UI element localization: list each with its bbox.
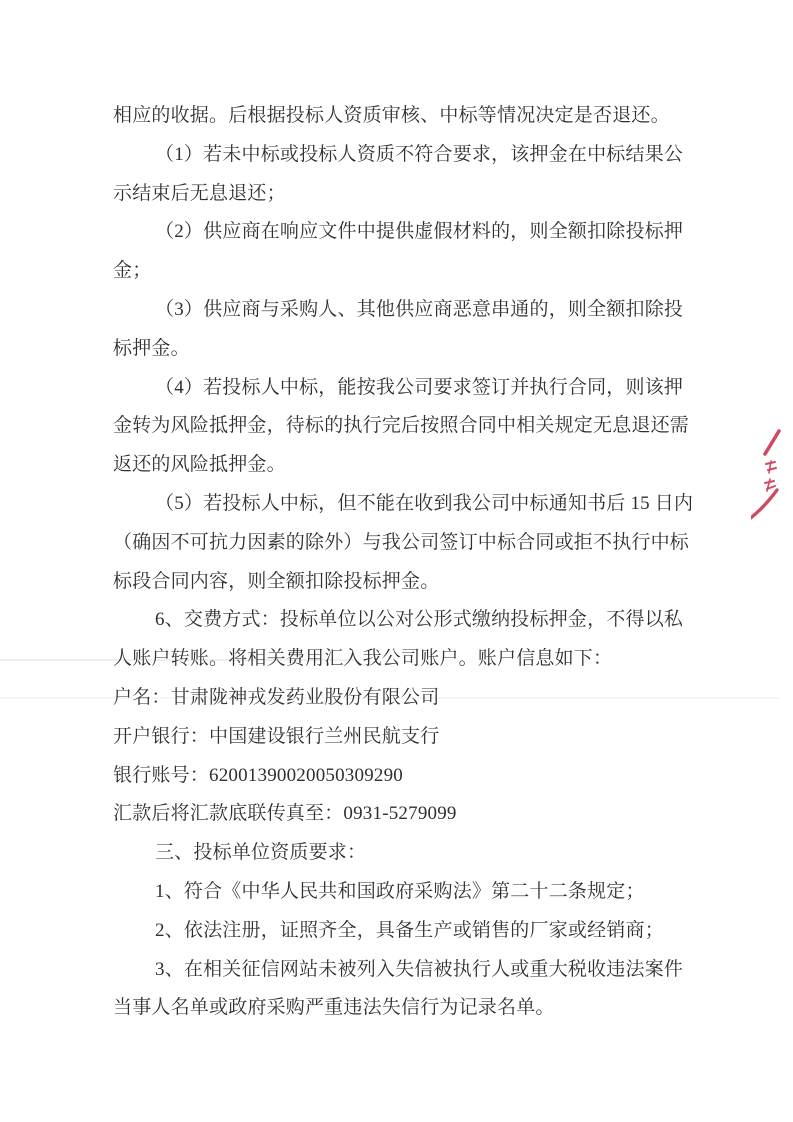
text-line: （5）若投标人中标，但不能在收到我公司中标通知书后 15 日内 bbox=[155, 492, 694, 514]
text-line: （1）若未中标或投标人资质不符合要求，该押金在中标结果公 bbox=[155, 143, 684, 165]
text-line: 汇款后将汇款底联传真至：0931-5279099 bbox=[113, 803, 457, 825]
text-line: 示结束后无息退还； bbox=[113, 182, 286, 204]
text-line: 6、交费方式：投标单位以公对公形式缴纳投标押金，不得以私 bbox=[155, 609, 684, 631]
text-line: （3）供应商与采购人、其他供应商恶意串通的，则全额扣除投 bbox=[155, 298, 684, 320]
text-line: 开户银行：中国建设银行兰州民航支行 bbox=[113, 725, 440, 747]
text-line: （确因不可抗力因素的除外）与我公司签订中标合同或拒不执行中标 bbox=[113, 531, 690, 553]
text-line: 金转为风险抵押金，待标的执行完后按照合同中相关规定无息退还需 bbox=[113, 415, 690, 437]
text-line: 3、在相关征信网站未被列入失信被执行人或重大税收违法案件 bbox=[155, 958, 684, 980]
text-line: 2、依法注册，证照齐全，具备生产或销售的厂家或经销商； bbox=[155, 919, 664, 941]
document-lines bbox=[113, 97, 713, 1028]
red-stamp-fragment-icon bbox=[751, 423, 793, 541]
text-line: 银行账号：62001390020050309290 bbox=[113, 764, 404, 786]
text-line: 户名：甘肃陇神戎发药业股份有限公司 bbox=[113, 686, 440, 708]
text-line: 三、投标单位资质要求： bbox=[155, 842, 367, 864]
text-line: 返还的风险抵押金。 bbox=[113, 454, 286, 476]
text-line: 当事人名单或政府采购严重违法失信行为记录名单。 bbox=[113, 997, 555, 1019]
text-line: 相应的收据。后根据投标人资质审核、中标等情况决定是否退还。 bbox=[113, 105, 670, 126]
text-line: 标段合同内容，则全额扣除投标押金。 bbox=[113, 570, 440, 592]
text-line: （4）若投标人中标，能按我公司要求签订并执行合同，则该押 bbox=[155, 376, 684, 398]
text-line: 1、符合《中华人民共和国政府采购法》第二十二条规定； bbox=[155, 880, 645, 902]
text-line: 标押金。 bbox=[113, 337, 190, 359]
text-line: 金； bbox=[113, 260, 152, 282]
red-stamp-fragment bbox=[751, 423, 793, 541]
text-line: （2）供应商在响应文件中提供虚假材料的，则全额扣除投标押 bbox=[155, 221, 684, 243]
text-line: 人账户转账。将相关费用汇入我公司账户。账户信息如下： bbox=[113, 648, 613, 670]
